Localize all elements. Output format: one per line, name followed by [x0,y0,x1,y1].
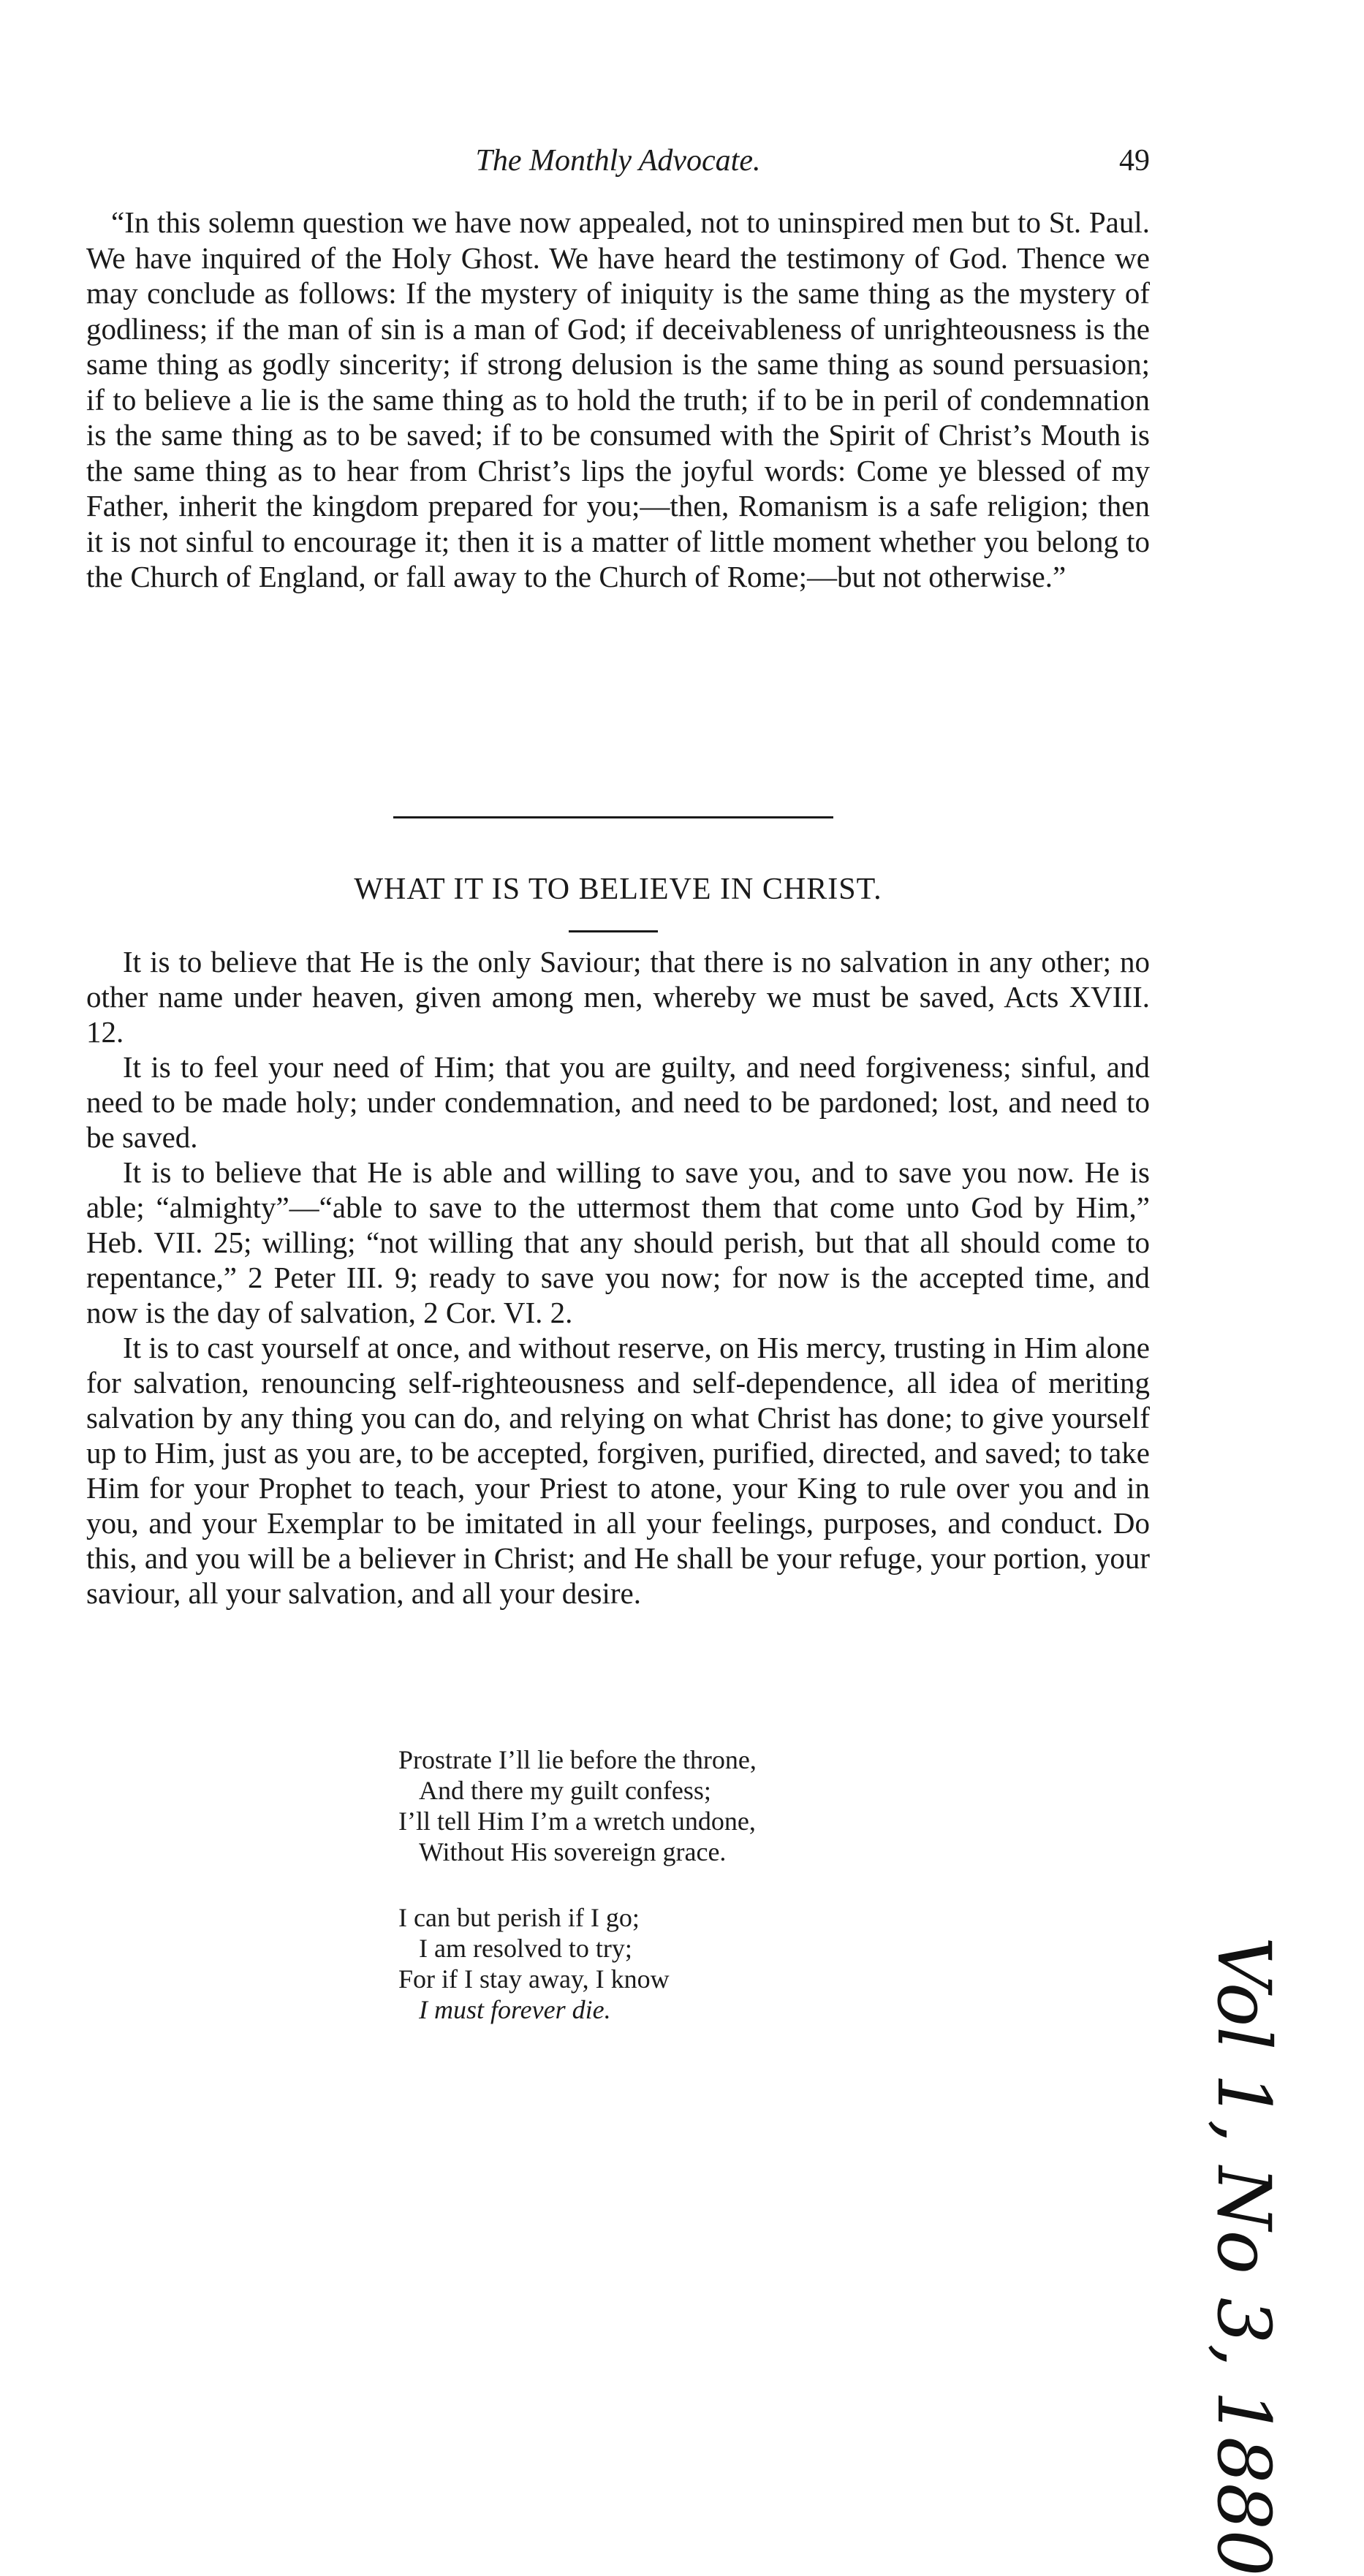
article-paragraph: It is to believe that He is the only Saviour; that there is no salvation in any other; no other name under heaven, given among men, whereby we must be saved, Acts XVIII. 12. [86,945,1150,1049]
page-number: 49 [1119,144,1150,178]
verse-line: I am resolved to try; [419,1934,632,1963]
verse-line: I can but perish if I go; [398,1903,640,1932]
article-body [86,944,1150,1611]
stanza [398,1902,983,2025]
verse-line: I’ll tell Him I’m a wretch undone, [398,1806,756,1836]
quotation-block [86,205,1150,595]
section-divider [393,816,833,818]
article-paragraph: It is to cast yourself at once, and without reserve, on His mercy, trusting in Him alone for salvation, renouncing self-righteousness and self-dependence, all idea of meriting salvation by any thing you can do, and relying on what Christ has done; to give yourself up to Him, just as you are, to be accepted, forgiven, purified, directed, and saved; to take Him for your Prophet to teach, your Priest to atone, your King to rule over you and in you, and your Exemplar to be imitated in all your feelings, purposes, and conduct. Do this, and you will be a believer in Christ; and He shall be your refuge, your portion, your saviour, all your salvation, and all your desire. [86,1331,1150,1610]
article-paragraph: It is to feel your need of Him; that you are guilty, and need forgiveness; sinful, and need to be made holy; under condemnation, and need to be pardoned; lost, and need to be saved. [86,1050,1150,1154]
running-title: The Monthly Advocate. [475,144,761,178]
section-title: WHAT IT IS TO BELIEVE IN CHRIST. [354,873,882,906]
verse-line: And there my guilt confess; [419,1776,711,1805]
verse-line: For if I stay away, I know [398,1964,670,1994]
page-header [86,143,1150,187]
verse-line: I must forever die. [419,1995,611,2024]
title-underline [569,930,658,932]
hymn-verse [398,1744,983,2060]
handwritten-margin-note: Vol 1, No 3, 1880 [1201,1937,1287,2576]
article-paragraph: It is to believe that He is able and willing to save you, and to save you now. He is able; “almighty”—“able to save to the uttermost them that come unto God by Him,” Heb. VII. 25; willing; “not willing that any should perish, but that all should come to repentance,” 2 Peter III. 9; ready to save you now; for now is the accepted time, and now is the day of salvation, 2 Cor. VI. 2. [86,1155,1150,1329]
verse-line: Prostrate I’ll lie before the throne, [398,1745,757,1774]
stanza [398,1744,983,1867]
verse-line: Without His sovereign grace. [419,1837,727,1866]
quotation-paragraph: “In this solemn question we have now appealed, not to uninspired men but to St. Paul. We have inquired of the Holy Ghost. We have heard the testimony of God. Thence we may conclude as follows: If the mystery of iniquity is the same thing as the mystery of godliness; if the man of sin is a man of God; if deceivableness of unrighteousness is the same thing as godly sincerity; if strong delusion is the same thing as sound persuasion; if to believe a lie is the same thing as to hold the truth; if to be in peril of condemnation is the same thing as to be saved; if to be consumed with the Spirit of Christ’s Mouth is the same thing as to hear from Christ’s lips the joyful words: Come ye blessed of my Father, inherit the kingdom prepared for you;—then, Romanism is a safe religion; then it is not sinful to encourage it; then it is a matter of little moment whether you belong to the Church of England, or fall away to the Church of Rome;—but not otherwise.” [86,205,1150,593]
